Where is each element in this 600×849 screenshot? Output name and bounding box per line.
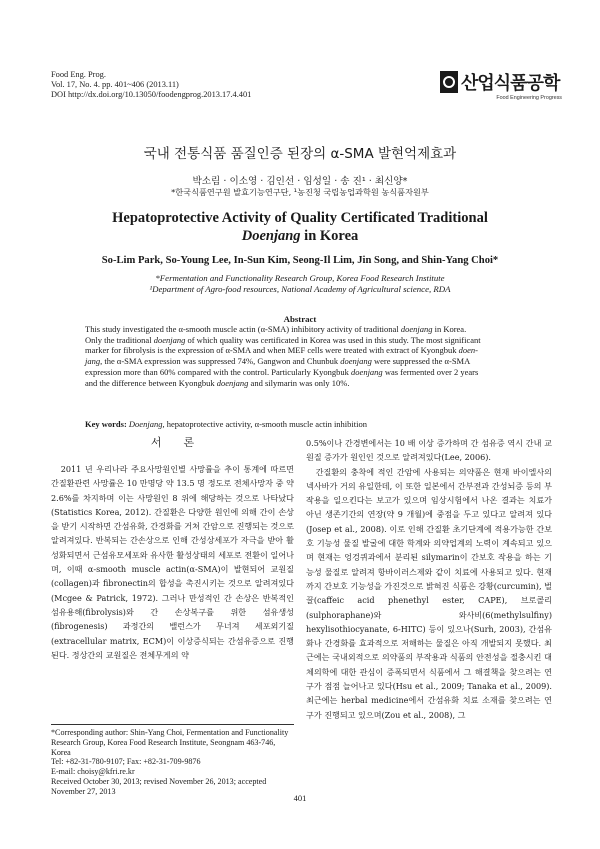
affiliation-english bbox=[0, 273, 600, 295]
keywords-rest: , hepatoprotective activity, α-smooth muscle actin inhibition bbox=[162, 419, 368, 429]
logo-mark-icon bbox=[440, 71, 458, 93]
journal-volume: Vol. 17, No. 4. pp. 401~406 (2013.11) bbox=[51, 80, 179, 89]
right-column bbox=[306, 436, 552, 786]
keywords-label: Key words: bbox=[85, 419, 127, 429]
keywords bbox=[85, 419, 525, 429]
abstract-line: This study investigated the α-smooth muscle actin (α-SMA) inhibitory activity of traditional doenjang in Korea. bbox=[85, 324, 467, 334]
title-english bbox=[0, 209, 600, 245]
page-number: 401 bbox=[293, 793, 307, 803]
journal-logo bbox=[440, 70, 568, 106]
journal-doi: DOI http://dx.doi.org/10.13050/foodengprog.2013.17.4.401 bbox=[51, 90, 252, 99]
abstract-line: jang, the α-SMA expression was suppressed 74%, Gangwon and Chunbuk doenjang were suppressed the α-SMA bbox=[85, 356, 471, 367]
left-column bbox=[51, 462, 294, 720]
abstract-line: marker for fibrolysis is the expression of α-SMA and when MEF cells were treated with extract of Kyongbuk doen- bbox=[85, 345, 479, 356]
authors-korean: 박소림 · 이소영 · 김인선 · 임성일 · 송 진¹ · 최신양* bbox=[192, 176, 408, 187]
title-english-rest: in Korea bbox=[300, 228, 359, 244]
abstract-line: expression more than 60% compared with the control. Particularly Kyongbuk doenjang was fermented over 2 years bbox=[85, 366, 479, 377]
section-heading-introduction: 서론 bbox=[150, 436, 217, 449]
body-paragraph: 0.5%이나 간경변에서는 10 배 이상 증가하며 간 섬유증 역시 간내 교원질 증가가 원인인 것으로 알려져있다(Lee, 2006). bbox=[306, 438, 552, 463]
title-english-italic: Doenjang bbox=[241, 228, 301, 244]
keyword-doenjang: Doenjang bbox=[128, 419, 163, 429]
contact-email: E-mail: choisy@kfri.re.kr bbox=[51, 767, 135, 777]
logo-subtitle: Food Engineering Progress bbox=[496, 95, 562, 101]
affiliation-english-line2: ¹Department of Agro-food resources, National Academy of Agricultural science, RDA bbox=[149, 284, 451, 294]
body-paragraph: 2011 년 우리나라 주요사망원인별 사망률을 추이 통계에 따르면 간질환관련 사망률은 10 만명당 약 13.5 명 정도로 전체사망자 중 약 2.6%를 차지하며 이는 사망원인 8 위에 해당하는 것으로 나타났다(Statistics Korea, 2012). 간질환은 다양한 원인에 의해 간이 손상을 받기 시작하면 간섬유화, 간경화를 거쳐 간암으로 진행되는 것으로 알려져있다. 반복되는 간손상으로 인해 간성상세포가 자극을 받아 활성화되면서 근섬유모세포와 유사한 활성상태의 세포로 전환이 일어나며, 이때 α-smooth muscle actin(α-SMA)이 발현되어 교원질(collagen)과 fibronectin의 합성을 촉진시키는 것으로 알려져있다(Mcgee & Patrick, 1972). 그러나 만성적인 간 손상은 반복적인 섬유용해(fibrolysis)와 간 손상복구를 위한 섬유생성(fibrogenesis) 과정간의 밸런스가 무너져 세포외기질(extracellular matrix, ECM)이 이상증식되는 간섬유증으로 진행된다. 정상간의 교원질은 전체무게의 약 bbox=[51, 464, 294, 660]
contact-phone: Tel: +82-31-780-9107; Fax: +82-31-709-9876 bbox=[51, 757, 201, 767]
logo-text: 산업식품공학 bbox=[461, 73, 560, 94]
footnote-divider bbox=[51, 724, 294, 725]
journal-name: Food Eng. Prog. bbox=[51, 70, 106, 79]
journal-info bbox=[51, 70, 251, 100]
title-english-line1: Hepatoprotective Activity of Quality Certificated Traditional bbox=[112, 210, 488, 226]
affiliation-english-line1: *Fermentation and Functionality Research Group, Korea Food Research Institute bbox=[155, 273, 445, 283]
received-dates: Received October 30, 2013; revised November 26, 2013; accepted November 27, 2013 bbox=[51, 776, 267, 796]
abstract-body bbox=[85, 324, 517, 388]
abstract-line: Only the traditional doenjang of which quality was certificated in Korea was used in this study. The most significant bbox=[85, 334, 481, 345]
title-korean: 국내 전통식품 품질인증 된장의 α-SMA 발현억제효과 bbox=[143, 146, 457, 162]
title-english-line2 bbox=[0, 227, 600, 245]
corresponding-author: *Corresponding author: Shin-Yang Choi, Fermentation and Functionality Research Group, Korea Food Research Institute, Seongnam 463-746, Korea bbox=[51, 728, 289, 757]
footnote bbox=[51, 728, 294, 797]
affiliation-korean: *한국식품연구원 발효기능연구단, ¹농진청 국립농업과학원 농식품자원부 bbox=[171, 187, 429, 197]
authors-english: So-Lim Park, So-Young Lee, In-Sun Kim, Seong-Il Lim, Jin Song, and Shin-Yang Choi* bbox=[101, 255, 499, 266]
abstract-heading: Abstract bbox=[283, 314, 317, 324]
body-paragraph: 간질환의 충착에 적인 간암에 사용되는 의약품은 현재 바이엘사의 넥사바가 거의 유일한데, 이 또한 일본에서 간부전과 간성뇌증 등의 부작용을 일으킨다는 보고가 있으며 임상시험에서 나온 결과는 치료가 아닌 생존기간의 연장(약 9 개월)에 중점을 두고 있다고 알려져 있다(Josep et al., 2008). 이로 인해 간질환 초기단계에 적용가능한 간보호 기능성 물질 발굴에 대한 학계와 의약업계의 노력이 계속되고 있으며 현재는 엉겅퀴과에서 분리된 silymarin이 간보호 작용을 하는 기능성 물질로 알려져 항바이러스제와 같이 치료에 사용되고 있다. 현재까지 간보호 기능성을 가진것으로 밝혀진 식품은 강황(curcumin), 벌꿀(caffeic acid phenethyl ester, CAPE), 브로콜리(sulphoraphane)와 와사비(6(methylsulfiny) hexylisothiocyanate, 6-HITC) 등이 있으나(Surh, 2003), 간섬유화나 간경화를 효과적으로 저해하는 물질은 아직 개발되지 못했다. 최근에는 국내외적으로 의약품의 부작용과 식품의 안전성을 절충시킨 대체의학에 대한 관심이 증폭되면서 식품에서 그 해결책을 찾으려는 연구가 점점 늘어나고 있다(Hsu et al., 2009; Tanaka et al., 2009). 최근에는 herbal medicine에서 간섬유화 치료 소재를 찾으려는 연구가 진행되고 있으며(Zou et al., 2008), 그 bbox=[306, 466, 552, 720]
abstract-line: and the difference between Kyongbuk doenjang and silymarin was only 10%. bbox=[85, 377, 350, 388]
